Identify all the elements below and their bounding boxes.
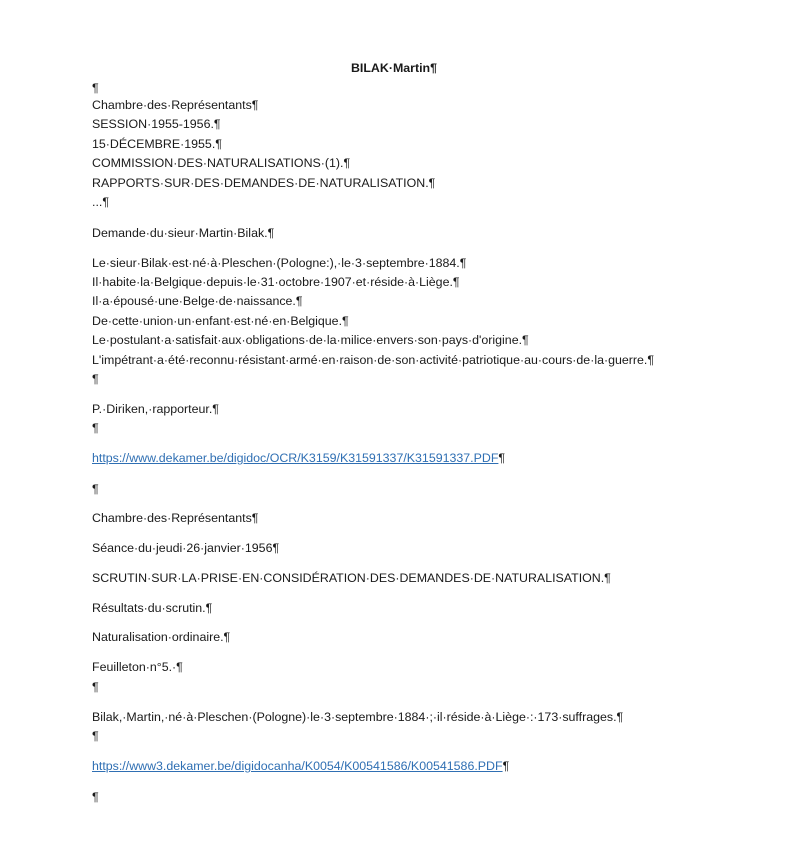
paragraph-line: De·cette·union·un·enfant·est·né·en·Belgique.¶ (92, 314, 349, 328)
paragraph-line: COMMISSION·DES·NATURALISATIONS·(1).¶ (92, 156, 351, 170)
source-link-line (92, 451, 505, 466)
paragraph-line: ¶ (92, 482, 99, 496)
paragraph-line: SCRUTIN·SUR·LA·PRISE·EN·CONSIDÉRATION·DES·DEMANDES·DE·NATURALISATION.¶ (92, 571, 611, 585)
paragraph-line: ¶ (92, 421, 99, 435)
paragraph-line: ¶ (92, 81, 99, 95)
source-link[interactable]: https://www3.dekamer.be/digidocanha/K0054/K00541586/K00541586.PDF (92, 759, 503, 773)
pilcrow-mark: ¶ (502, 759, 510, 773)
paragraph-line: Chambre·des·Représentants¶ (92, 98, 259, 112)
paragraph-line: Demande·du·sieur·Martin·Bilak.¶ (92, 226, 275, 240)
paragraph-line: P.·Diriken,·rapporteur.¶ (92, 402, 219, 416)
paragraph-line: ¶ (92, 729, 99, 743)
paragraph-line: Il·habite·la·Belgique·depuis·le·31·octobre·1907·et·réside·à·Liège.¶ (92, 275, 460, 289)
paragraph-line: Feuilleton·n°5.·¶ (92, 660, 183, 674)
paragraph-line: Il·a·épousé·une·Belge·de·naissance.¶ (92, 294, 303, 308)
source-link[interactable]: https://www.dekamer.be/digidoc/OCR/K3159/K31591337/K31591337.PDF (92, 451, 499, 465)
paragraph-line: ¶ (92, 790, 99, 804)
paragraph-line: Résultats·du·scrutin.¶ (92, 601, 213, 615)
document-title: BILAK·Martin¶ (350, 61, 438, 75)
paragraph-line: Séance·du·jeudi·26·janvier·1956¶ (92, 541, 280, 555)
paragraph-line: RAPPORTS·SUR·DES·DEMANDES·DE·NATURALISATION.¶ (92, 176, 436, 190)
paragraph-line: Chambre·des·Représentants¶ (92, 511, 259, 525)
paragraph-line: L'impétrant·a·été·reconnu·résistant·armé·en·raison·de·son·activité·patriotique·au·cours·de·la·guerre.¶ (92, 353, 655, 367)
paragraph-line: 15·DÉCEMBRE·1955.¶ (92, 137, 222, 151)
paragraph-line: Le·postulant·a·satisfait·aux·obligations·de·la·milice·envers·son·pays·d'origine.¶ (92, 333, 529, 347)
paragraph-line: Le·sieur·Bilak·est·né·à·Pleschen·(Pologne:),·le·3·septembre·1884.¶ (92, 256, 467, 270)
pilcrow-mark: ¶ (498, 451, 506, 465)
paragraph-line: ¶ (92, 680, 99, 694)
source-link-line (92, 759, 509, 774)
paragraph-line: SESSION·1955-1956.¶ (92, 117, 221, 131)
paragraph-line: ...¶ (92, 195, 109, 209)
paragraph-line: ¶ (92, 372, 99, 386)
paragraph-line: Bilak,·Martin,·né·à·Pleschen·(Pologne)·le·3·septembre·1884·;·il·réside·à·Liège·:·173·suffrages.¶ (92, 710, 624, 724)
paragraph-line: Naturalisation·ordinaire.¶ (92, 630, 231, 644)
